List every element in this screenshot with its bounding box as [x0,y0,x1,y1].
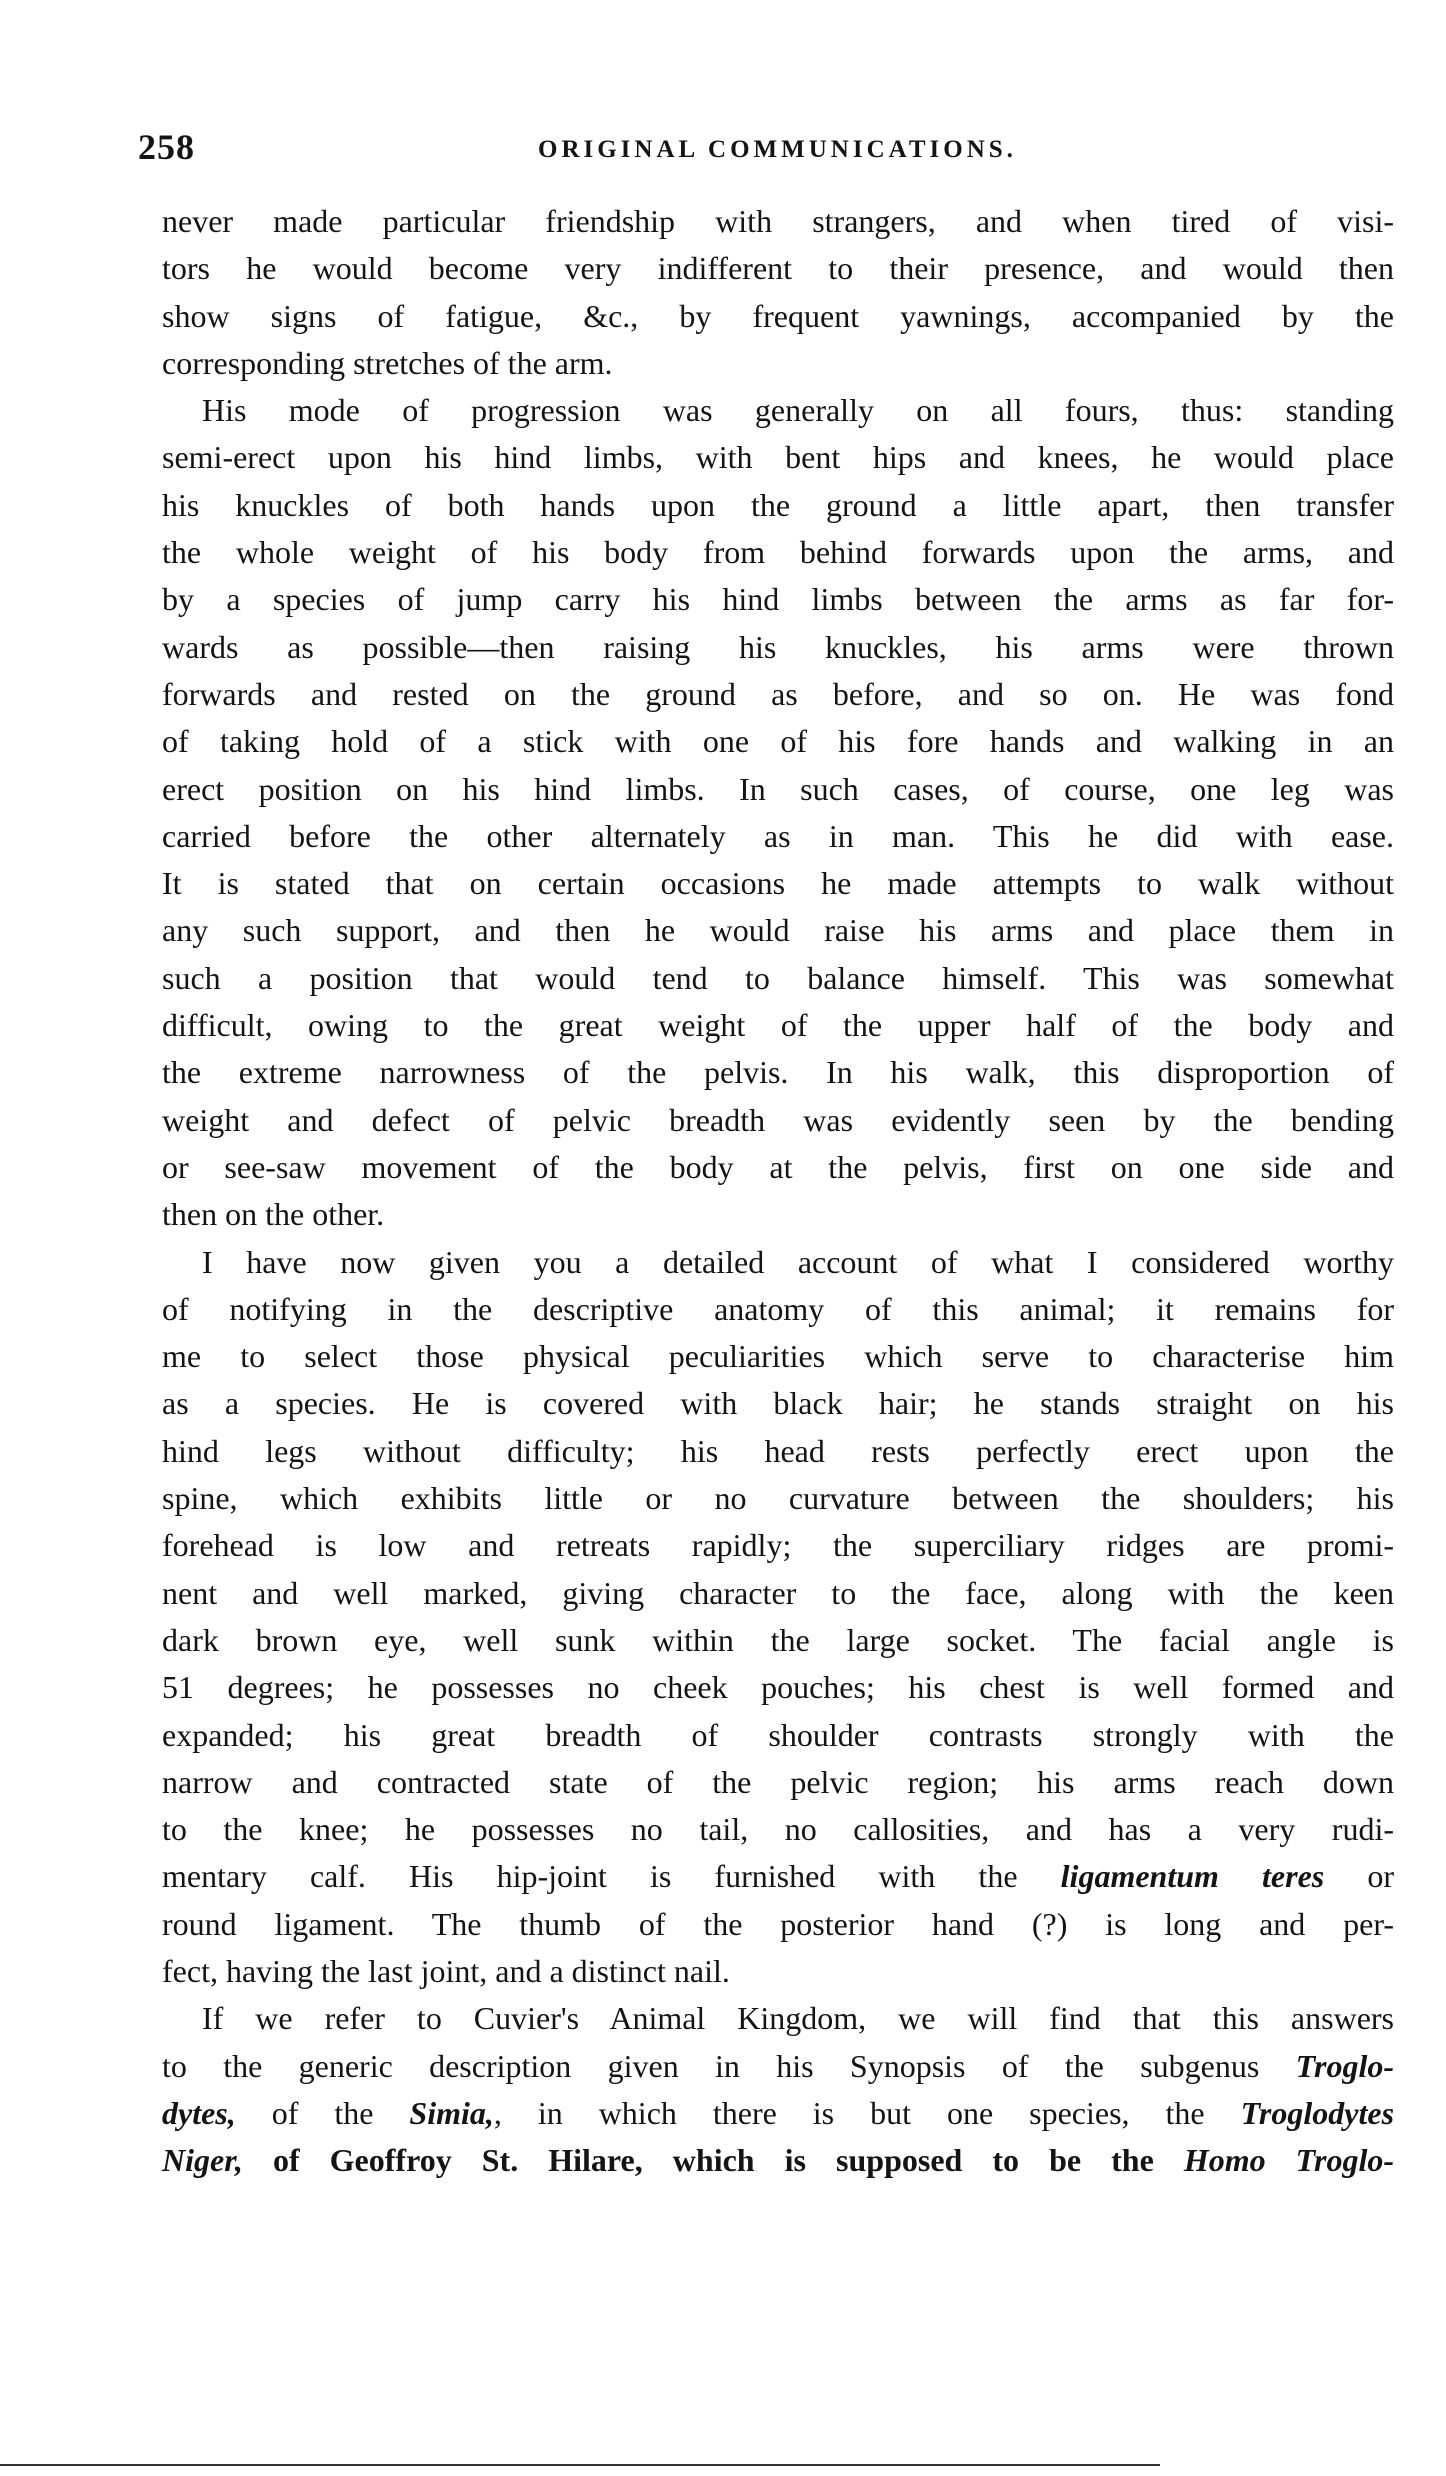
page-bottom-rule [0,2464,1160,2466]
text-line: tors he would become very indifferent to their presence, and would then [162,250,1394,287]
text-line-with-italic [162,1853,1394,1900]
text-segment: of the [271,2094,374,2131]
text-segment: to the generic description given in his Synopsis of the subgenus [162,2047,1260,2084]
text-line: to the knee; he possesses no tail, no callosities, and has a very rudi- [162,1811,1394,1848]
body-text [162,198,1394,2184]
text-segment: of Geoffroy St. Hilare, which is supposed to be the [272,2142,1154,2179]
text-line: corresponding stretches of the arm. [162,344,613,381]
italic-term: dytes, [162,2094,236,2131]
italic-term: Troglo- [1295,2047,1395,2084]
text-segment: , in which there is but one species, the [493,2094,1205,2131]
text-line: 51 degrees; he possesses no cheek pouches; his chest is well formed and [162,1669,1394,1706]
text-line: any such support, and then he would raise his arms and place them in [162,912,1394,949]
text-line: carried before the other alternately as in man. This he did with ease. [162,817,1394,854]
text-line: I have now given you a detailed account of what I considered worthy [202,1243,1394,1280]
text-line: show signs of fatigue, &c., by frequent yawnings, accompanied by the [162,297,1394,334]
text-line: of taking hold of a stick with one of his fore hands and walking in an [162,723,1394,760]
text-line: hind legs without difficulty; his head rests perfectly erect upon the [162,1432,1394,1469]
text-line: His mode of progression was generally on all fours, thus: standing [202,392,1394,429]
text-line: wards as possible—then raising his knuckles, his arms were thrown [162,628,1394,665]
text-line: nent and well marked, giving character to the face, along with the keen [162,1574,1394,1611]
text-line: If we refer to Cuvier's Animal Kingdom, we will find that this answers [202,2000,1394,2037]
text-line: semi-erect upon his hind limbs, with bent hips and knees, he would place [162,439,1394,476]
italic-term: Niger, [162,2142,243,2179]
text-line: narrow and contracted state of the pelvic region; his arms reach down [162,1763,1394,1800]
text-line: the whole weight of his body from behind forwards upon the arms, and [162,534,1394,571]
text-line: forwards and rested on the ground as before, and so on. He was fond [162,675,1394,712]
text-line: forehead is low and retreats rapidly; the superciliary ridges are promi- [162,1527,1394,1564]
text-segment: mentary calf. His hip-joint is furnished with the [162,1858,1018,1895]
text-line: expanded; his great breadth of shoulder contrasts strongly with the [162,1716,1394,1753]
text-segment: or [1367,1858,1395,1895]
page-header [138,126,1400,170]
text-line: his knuckles of both hands upon the ground a little apart, then transfer [162,486,1394,523]
text-line: or see-saw movement of the body at the pelvis, first on one side and [162,1148,1394,1185]
text-line-with-italic [162,2043,1394,2090]
text-line-with-italic [162,2137,1394,2184]
text-line: by a species of jump carry his hind limbs between the arms as far for- [162,581,1394,618]
text-line: spine, which exhibits little or no curvature between the shoulders; his [162,1480,1394,1517]
text-line: fect, having the last joint, and a distinct nail. [162,1952,730,1989]
text-line: never made particular friendship with strangers, and when tired of visi- [162,203,1394,239]
italic-term: Homo Troglo- [1183,2142,1395,2179]
text-line: dark brown eye, well sunk within the large socket. The facial angle is [162,1621,1394,1658]
running-head: ORIGINAL COMMUNICATIONS. [538,136,1017,163]
page-number: 258 [138,127,195,167]
text-line: as a species. He is covered with black hair; he stands straight on his [162,1385,1394,1422]
italic-term: Simia, [409,2094,494,2131]
text-line: round ligament. The thumb of the posterior hand (?) is long and per- [162,1905,1394,1942]
text-line: then on the other. [162,1196,385,1233]
text-line: weight and defect of pelvic breadth was evidently seen by the bending [162,1101,1394,1138]
text-line-with-italic [162,2090,1394,2137]
italic-term: Troglodytes [1240,2094,1395,2131]
text-line: such a position that would tend to balance himself. This was somewhat [162,959,1394,996]
text-line: me to select those physical peculiarities which serve to characterise him [162,1338,1394,1375]
text-line: erect position on his hind limbs. In such cases, of course, one leg was [162,770,1394,807]
italic-term: ligamentum teres [1060,1858,1325,1895]
text-line: It is stated that on certain occasions he made attempts to walk without [162,865,1394,902]
text-line: difficult, owing to the great weight of the upper half of the body and [162,1007,1394,1044]
text-line: the extreme narrowness of the pelvis. In his walk, this disproportion of [162,1054,1394,1091]
text-line: of notifying in the descriptive anatomy of this animal; it remains for [162,1290,1394,1327]
